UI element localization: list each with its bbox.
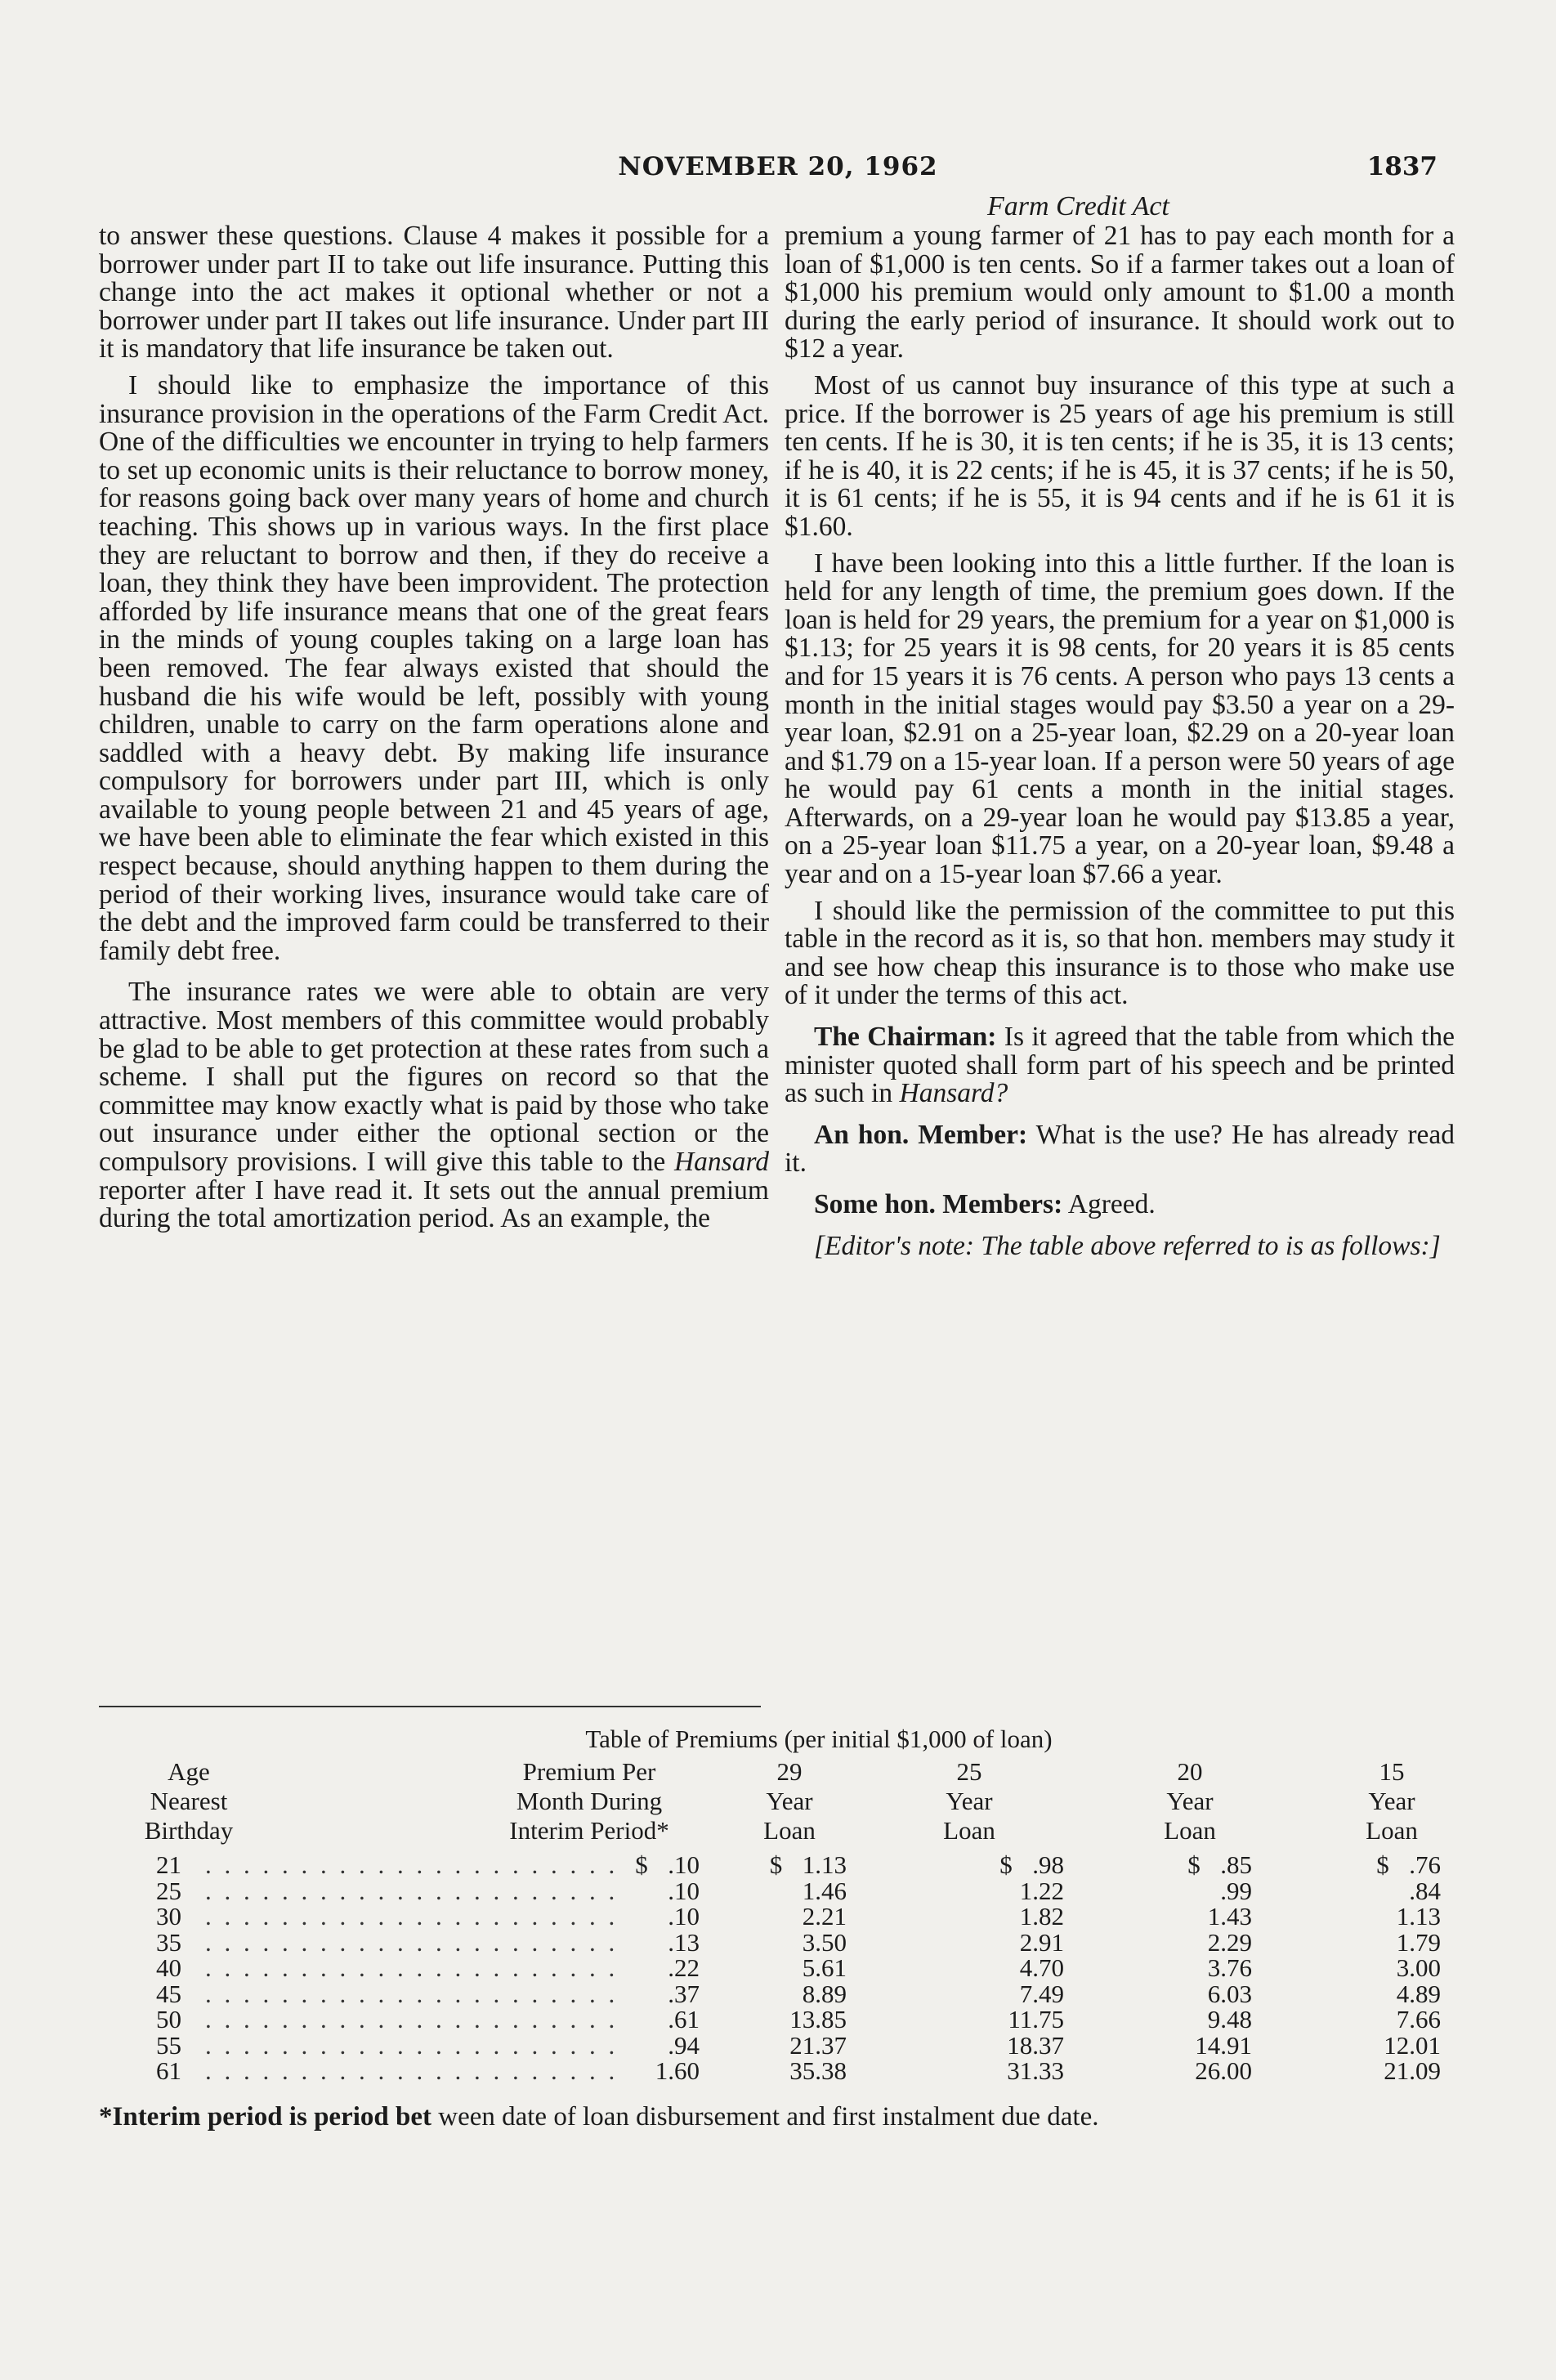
section-divider	[99, 1706, 761, 1707]
page-number: 1837	[1366, 152, 1438, 181]
paragraph: premium a young farmer of 21 has to pay each month for a loan of $1,000 is ten cents. So if a farmer takes out a loan of $1,000 his premium would only amount to $1.00 a month during the early period of insurance. It should work out to $12 a year.	[785, 221, 1455, 365]
paragraph: I should like the permission of the committee to put this table in the record as it is, so that hon. members may study it and see how cheap this insurance is to those who make use of it under the terms of this act.	[785, 895, 1455, 1011]
paragraph: I have been looking into this a little further. If the loan is held for any length of time, the premium goes down. If the loan is held for 29 years, the premium for a year on $1,000 is $1.13; for 25 years it is 98 cents, for 20 years it is 85 cents and for 15 years it is 76 cents. A person who pays 13 cents a month in the initial stages would pay $3.50 a year on a 29-year loan, $2.91 on a 25-year loan, $2.29 on a 20-year loan and $1.79 on a 15-year loan. If a person were 50 years of age he would pay 61 cents a month in the initial stages. Afterwards, on a 29-year loan he would pay $13.85 a year, on a 25-year loan $11.75 a year, on a 20-year loan, $9.48 a year and on a 15-year loan $7.66 a year.	[785, 548, 1455, 890]
premium-table	[99, 1757, 1441, 2084]
cell-25-year: 2.91	[1019, 1927, 1064, 1957]
cell-age: 45 . . . . . . . . . . . . . . . . . . . . . .	[156, 1979, 619, 2008]
statement-text: Agreed.	[1067, 1189, 1156, 1219]
speaker-label: Some hon. Members:	[814, 1189, 1063, 1219]
speaker-label: The Chairman:	[814, 1022, 997, 1053]
cell-20-year: 14.91	[1195, 2030, 1252, 2060]
table-row	[99, 1930, 1441, 1956]
paragraph	[99, 978, 769, 1232]
cell-interim-premium: .61	[668, 2005, 700, 2033]
cell-25-year: 18.37	[1007, 2030, 1064, 2060]
table-row	[99, 2006, 1441, 2033]
cell-29-year: 8.89	[802, 1979, 847, 2008]
premium-table-section	[99, 1725, 1441, 2132]
cell-15-year: 21.09	[1384, 2056, 1441, 2085]
cell-15-year: $ .76	[1376, 1850, 1441, 1879]
member-statement	[785, 1121, 1455, 1178]
cell-interim-premium: .22	[668, 1953, 700, 1982]
hansard-italic: Hansard?	[899, 1078, 1008, 1109]
members-statement	[785, 1191, 1455, 1219]
col-header-29-year: 29 Year Loan	[763, 1757, 816, 1845]
cell-29-year: $ 1.13	[769, 1850, 847, 1879]
cell-20-year: 6.03	[1207, 1979, 1252, 2008]
paragraph: I should like to emphasize the importance of this insurance provision in the operations of the Farm Credit Act. One of the difficulties we encounter in trying to help farmers to set up economic units is their reluctance to borrow money, for reasons going back over many years of home and church teaching. This shows up in various ways. In the first place they are reluctant to borrow and then, if they do receive a loan, they think they have been improvident. The protection afforded by life insurance means that one of the great fears in the minds of young couples taking on a large loan has been removed. The fear always existed that should the husband die his wife would be left, possibly with young children, unable to carry on the farm operations alone and saddled with a heavy debt. By making life insurance compulsory for borrowers under part III, which is only available to young people between 21 and 45 years of age, we have been able to eliminate the fear which existed in this respect because, should anything happen to them during the period of their working lives, insurance would take care of the debt and the improved farm could be transferred to their family debt free.	[99, 369, 769, 966]
cell-25-year: 1.82	[1019, 1902, 1064, 1930]
cell-interim-premium: .10	[668, 1902, 700, 1930]
cell-15-year: 7.66	[1396, 2005, 1441, 2033]
cell-age: 21 . . . . . . . . . . . . . . . . . . . . . .	[156, 1850, 619, 1879]
right-column	[785, 222, 1455, 1268]
paragraph: Most of us cannot buy insurance of this type at such a price. If the borrower is 25 years of age his premium is still ten cents. If he is 30, it is ten cents; if he is 35, it is 13 cents; if he is 40, it is 22 cents; if he is 45, it is 37 cents; if he is 50, it is 61 cents; if he is 55, it is 94 cents and if he is 61 it is $1.60.	[785, 369, 1455, 542]
chairman-statement	[785, 1023, 1455, 1108]
cell-interim-premium: .94	[668, 2030, 700, 2060]
col-header-15-year: 15 Year Loan	[1366, 1757, 1418, 1845]
col-header-age: Age Nearest Birthday	[144, 1757, 234, 1845]
statement-text: What is the use? He has already read it.	[785, 1119, 1455, 1179]
cell-15-year: 12.01	[1384, 2030, 1441, 2060]
table-row	[99, 1981, 1441, 2007]
paragraph-text: reporter after I have read it. It sets out the annual premium during the total amortization period. As an example, the	[99, 1174, 769, 1234]
cell-25-year: 7.49	[1019, 1979, 1064, 2008]
cell-20-year: 3.76	[1207, 1953, 1252, 1982]
cell-20-year: .99	[1220, 1876, 1252, 1905]
cell-29-year: 5.61	[802, 1953, 847, 1982]
cell-25-year: $ .98	[999, 1850, 1064, 1879]
cell-29-year: 3.50	[802, 1927, 847, 1957]
left-column	[99, 222, 769, 1241]
cell-age: 61 . . . . . . . . . . . . . . . . . . . . . .	[156, 2056, 619, 2085]
hansard-italic: Hansard	[673, 1147, 769, 1177]
cell-29-year: 21.37	[789, 2030, 847, 2060]
cell-age: 35 . . . . . . . . . . . . . . . . . . . . . .	[156, 1927, 619, 1957]
table-row	[99, 2058, 1441, 2084]
cell-15-year: 1.79	[1396, 1927, 1441, 1957]
cell-25-year: 4.70	[1019, 1953, 1064, 1982]
cell-15-year: .84	[1409, 1876, 1441, 1905]
cell-20-year: 1.43	[1207, 1902, 1252, 1930]
footnote-text: ween date of loan disbursement and first instalment due date.	[438, 2101, 1099, 2132]
table-row	[99, 2033, 1441, 2059]
cell-25-year: 1.22	[1019, 1876, 1064, 1905]
cell-interim-premium: .37	[668, 1979, 700, 2008]
cell-25-year: 31.33	[1007, 2056, 1064, 2085]
cell-20-year: 9.48	[1207, 2005, 1252, 2033]
cell-29-year: 13.85	[789, 2005, 847, 2033]
cell-20-year: 26.00	[1195, 2056, 1252, 2085]
cell-age: 55 . . . . . . . . . . . . . . . . . . . . . .	[156, 2030, 619, 2060]
cell-20-year: $ .85	[1187, 1850, 1252, 1879]
paragraph-text: The insurance rates we were able to obtain are very attractive. Most members of this committee would probably be glad to be able to get protection at these rates from such a scheme. I shall put the figures on record so that the committee may know exactly what is paid by those who take out insurance under either the optional section or the compulsory provisions. I will give this table to the	[99, 977, 769, 1177]
table-row	[99, 1904, 1441, 1930]
footnote-bold: *Interim period is period bet	[99, 2101, 431, 2132]
cell-15-year: 1.13	[1396, 1902, 1441, 1930]
cell-interim-premium: 1.60	[655, 2056, 700, 2085]
running-title: Farm Credit Act	[987, 191, 1169, 221]
col-header-25-year: 25 Year Loan	[943, 1757, 995, 1845]
editor-note: [Editor's note: The table above referred to is as follows:]	[814, 1230, 1441, 1261]
cell-age: 30 . . . . . . . . . . . . . . . . . . . . . .	[156, 1902, 619, 1930]
cell-15-year: 3.00	[1396, 1953, 1441, 1982]
cell-15-year: 4.89	[1396, 1979, 1441, 2008]
page-date-header: NOVEMBER 20, 1962	[618, 152, 938, 181]
cell-age: 50 . . . . . . . . . . . . . . . . . . . . . .	[156, 2005, 619, 2033]
table-row	[99, 1955, 1441, 1981]
cell-29-year: 1.46	[802, 1876, 847, 1905]
cell-20-year: 2.29	[1207, 1927, 1252, 1957]
cell-interim-premium: .13	[668, 1927, 700, 1957]
cell-29-year: 2.21	[802, 1902, 847, 1930]
table-row	[99, 1878, 1441, 1904]
cell-interim-premium: $ .10	[635, 1850, 700, 1879]
cell-29-year: 35.38	[789, 2056, 847, 2085]
table-row	[99, 1845, 1441, 1878]
col-header-20-year: 20 Year Loan	[1164, 1757, 1216, 1845]
paragraph: to answer these questions. Clause 4 makes it possible for a borrower under part II to take out life insurance. Putting this change into the act makes it optional whether or not a borrower under part II takes out life insurance. Under part III it is mandatory that life insurance be taken out.	[99, 221, 769, 365]
statement-text: Is it agreed that the table from which the minister quoted shall form part of his speech and be printed as such in	[785, 1022, 1455, 1109]
speaker-label: An hon. Member:	[814, 1119, 1028, 1150]
cell-age: 40 . . . . . . . . . . . . . . . . . . . . . .	[156, 1953, 619, 1982]
table-title: Table of Premiums (per initial $1,000 of loan)	[585, 1725, 1053, 1753]
cell-25-year: 11.75	[1008, 2005, 1064, 2033]
col-header-interim: Premium Per Month During Interim Period*	[509, 1757, 669, 1845]
table-footnote	[99, 2102, 1441, 2132]
cell-interim-premium: .10	[668, 1876, 700, 1905]
table-header-row	[99, 1757, 1441, 1845]
cell-age: 25 . . . . . . . . . . . . . . . . . . . . . .	[156, 1876, 619, 1905]
